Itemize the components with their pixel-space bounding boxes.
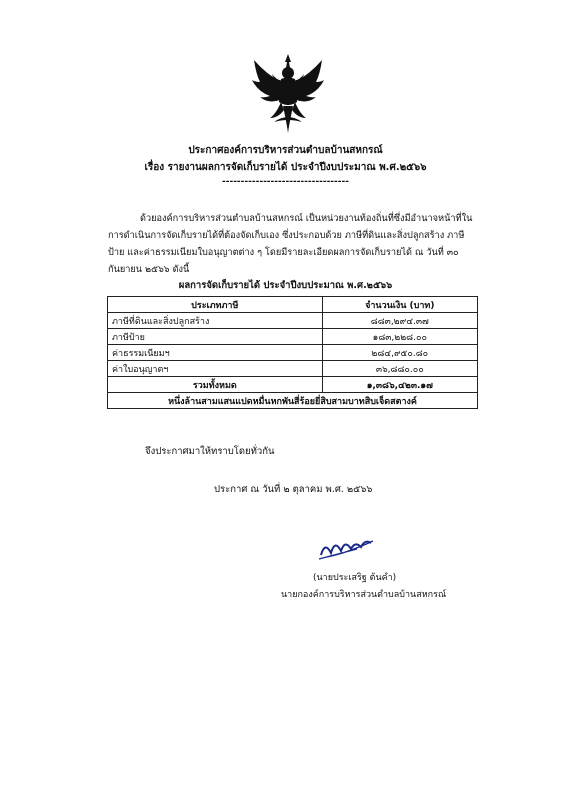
amount-cell: ๓๖,๘๘๐.๐๐: [322, 361, 477, 377]
announcement-subject: เรื่อง รายงานผลการจัดเก็บรายได้ ประจำปีงบประมาณ พ.ศ.๒๕๖๖: [144, 162, 427, 173]
table-row: [108, 313, 478, 329]
announcement-title: ประกาศองค์การบริหารส่วนตำบลบ้านสหกรณ์: [188, 145, 383, 156]
total-row: [108, 377, 478, 393]
table-row: [108, 361, 478, 377]
closing-statement: จึงประกาศมาให้ทราบโดยทั่วกัน: [145, 446, 275, 457]
body-paragraph: ด้วยองค์การบริหารส่วนตำบลบ้านสหกรณ์ เป็นหน่วยงานท้องถิ่นที่ซึ่งมีอำนาจหน้าที่ในการดำเนินการจัดเก็บรายได้ที่ต้องจัดเก็บเอง ซึ่งประกอบด้วย ภาษีที่ดินและสิ่งปลูกสร้าง ภาษีป้าย และค่าธรรมเนียมใบอนุญาตต่าง ๆ โดยมีรายละเอียดผลการจัดเก็บรายได้ ณ วันที่ ๓๐ กันยายน ๒๕๖๖ ดังนี้: [108, 213, 473, 275]
garuda-emblem-icon: [252, 52, 324, 134]
signatory-name: (นายประเสริฐ ต้นคำ): [313, 573, 397, 583]
total-label: รวมทั้งหมด: [108, 377, 323, 393]
column-header-amount: จำนวนเงิน (บาท): [322, 297, 477, 313]
revenue-table: [107, 296, 478, 409]
total-in-words: หนึ่งล้านสามแสนแปดหมื่นหกพันสี่ร้อยยี่สิบสามบาทสิบเจ็ดสตางค์: [108, 393, 478, 409]
table-header-row: [108, 297, 478, 313]
total-words-row: [108, 393, 478, 409]
tax-type-cell: ภาษีที่ดินและสิ่งปลูกสร้าง: [108, 313, 323, 329]
amount-cell: ๒๘๔,๙๕๐.๘๐: [322, 345, 477, 361]
signatory-position: นายกองค์การบริหารส่วนตำบลบ้านสหกรณ์: [281, 590, 447, 600]
total-amount: ๑,๓๘๖,๔๒๓.๑๗: [322, 377, 477, 393]
tax-type-cell: ภาษีป้าย: [108, 329, 323, 345]
amount-cell: ๘๘๓,๒๙๔.๓๗: [322, 313, 477, 329]
table-row: [108, 329, 478, 345]
tax-type-cell: ค่าธรรมเนียมฯ: [108, 345, 323, 361]
tax-type-cell: ค่าใบอนุญาตฯ: [108, 361, 323, 377]
table-caption: ผลการจัดเก็บรายได้ ประจำปีงบประมาณ พ.ศ.๒๕๖๖: [178, 280, 393, 291]
announcement-date: ประกาศ ณ วันที่ ๒ ตุลาคม พ.ศ. ๒๕๖๖: [214, 484, 373, 495]
title-rule: ----------------------------------: [221, 177, 349, 187]
amount-cell: ๑๘๓,๒๒๘.๐๐: [322, 329, 477, 345]
column-header-tax-type: ประเภทภาษี: [108, 297, 323, 313]
table-row: [108, 345, 478, 361]
handwritten-signature-icon: [317, 533, 375, 563]
